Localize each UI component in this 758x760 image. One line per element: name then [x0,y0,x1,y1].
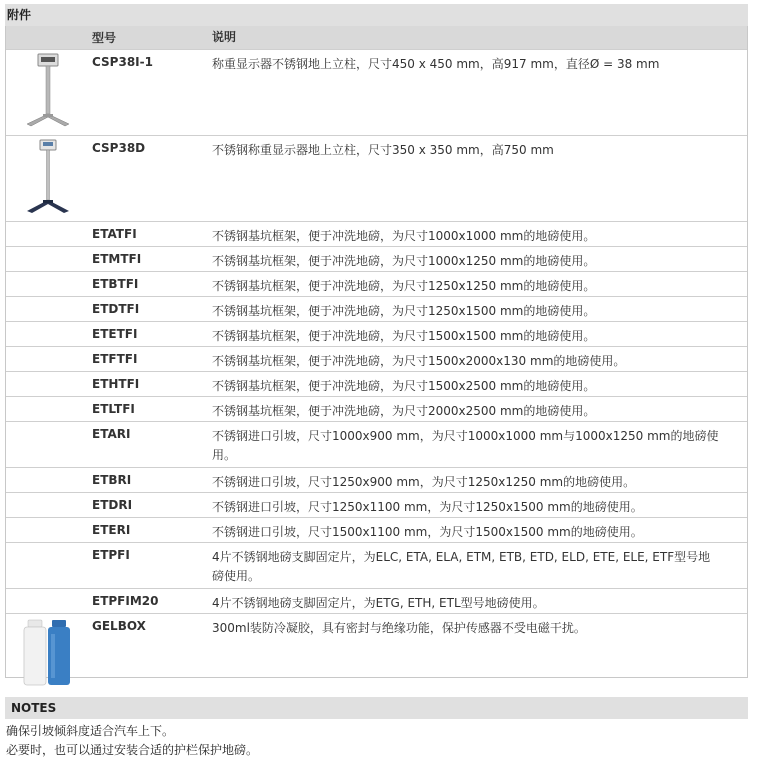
description-cell: 称重显示器不锈钢地上立柱，尺寸450 x 450 mm，高917 mm，直径Ø = 38 mm [212,50,747,136]
description-cell: 不锈钢基坑框架，便于冲洗地磅，为尺寸1250x1500 mm的地磅使用。 [212,297,747,322]
empty-image-cell [6,493,89,518]
model-cell: ETFTFI [89,347,212,372]
empty-image-cell [6,422,89,468]
image-column-header [6,26,89,50]
table-row [6,222,747,247]
empty-image-cell [6,589,89,614]
model-cell: ETATFI [89,222,212,247]
model-cell: CSP38D [89,136,212,222]
empty-image-cell [6,222,89,247]
model-cell: ETLTFI [89,397,212,422]
description-cell: 不锈钢进口引坡，尺寸1250x900 mm，为尺寸1250x1250 mm的地磅使用。 [212,468,747,493]
table-row [6,518,747,543]
empty-image-cell [6,347,89,372]
model-cell: ETDRI [89,493,212,518]
note-line: 必要时，也可以通过安装合适的护栏保护地磅。 [6,743,259,757]
table-row [6,136,747,222]
description-cell: 不锈钢基坑框架，便于冲洗地磅，为尺寸2000x2500 mm的地磅使用。 [212,397,747,422]
table-row [6,297,747,322]
empty-image-cell [6,322,89,347]
model-cell: ETERI [89,518,212,543]
table-row [6,50,747,136]
empty-image-cell [6,372,89,397]
empty-image-cell [6,272,89,297]
table-row [6,422,747,468]
model-cell: ETBRI [89,468,212,493]
empty-image-cell [6,468,89,493]
gel-bottles-image [20,616,76,690]
model-cell: ETPFI [89,543,212,589]
table-row [6,347,747,372]
table-row [6,372,747,397]
model-cell: ETDTFI [89,297,212,322]
terminal-column-stand-dark-base-image [23,138,73,214]
empty-image-cell [6,518,89,543]
table-row [6,272,747,297]
description-cell: 不锈钢进口引坡，尺寸1500x1100 mm，为尺寸1500x1500 mm的地磅使用。 [212,518,747,543]
model-cell: GELBOX [89,614,212,692]
accessories-table [5,26,748,678]
table-row [6,543,747,589]
description-cell: 不锈钢进口引坡，尺寸1000x900 mm，为尺寸1000x1000 mm与1000x1250 mm的地磅使用。 [212,422,747,468]
model-cell: ETPFIM20 [89,589,212,614]
model-column-header: 型号 [89,26,212,50]
description-cell: 不锈钢基坑框架，便于冲洗地磅，为尺寸1500x2000x130 mm的地磅使用。 [212,347,747,372]
model-cell: ETBTFI [89,272,212,297]
description-cell: 不锈钢基坑框架，便于冲洗地磅，为尺寸1500x2500 mm的地磅使用。 [212,372,747,397]
model-cell: CSP38I-1 [89,50,212,136]
notes-section-header: NOTES [5,697,748,719]
model-cell: ETMTFI [89,247,212,272]
empty-image-cell [6,397,89,422]
table-row [6,493,747,518]
table-header-row [6,26,747,50]
description-cell: 不锈钢基坑框架，便于冲洗地磅，为尺寸1000x1250 mm的地磅使用。 [212,247,747,272]
product-image-cell [6,136,89,222]
empty-image-cell [6,543,89,589]
table-row [6,614,747,692]
model-cell: ETARI [89,422,212,468]
accessories-section-header: 附件 [5,4,748,26]
model-cell: ETETFI [89,322,212,347]
description-cell: 4片不锈钢地磅支脚固定片，为ELC, ETA, ELA, ETM, ETB, ETD, ELD, ETE, ELE, ETF型号地磅使用。 [212,543,747,589]
description-cell: 4片不锈钢地磅支脚固定片，为ETG, ETH, ETL型号地磅使用。 [212,589,747,614]
table-row [6,589,747,614]
description-cell: 不锈钢基坑框架，便于冲洗地磅，为尺寸1250x1250 mm的地磅使用。 [212,272,747,297]
empty-image-cell [6,297,89,322]
terminal-column-stand-image [23,52,73,128]
table-row [6,397,747,422]
product-image-cell [6,614,89,692]
empty-image-cell [6,247,89,272]
table-row [6,322,747,347]
table-row [6,468,747,493]
description-cell: 不锈钢进口引坡，尺寸1250x1100 mm，为尺寸1250x1500 mm的地磅使用。 [212,493,747,518]
description-column-header: 说明 [212,26,747,50]
description-cell: 不锈钢基坑框架，便于冲洗地磅，为尺寸1000x1000 mm的地磅使用。 [212,222,747,247]
table-row [6,247,747,272]
product-image-cell [6,50,89,136]
model-cell: ETHTFI [89,372,212,397]
description-cell: 不锈钢基坑框架，便于冲洗地磅，为尺寸1500x1500 mm的地磅使用。 [212,322,747,347]
description-cell: 不锈钢称重显示器地上立柱，尺寸350 x 350 mm，高750 mm [212,136,747,222]
note-line: 确保引坡倾斜度适合汽车上下。 [6,724,175,738]
description-cell: 300ml装防冷凝胶，具有密封与绝缘功能，保护传感器不受电磁干扰。 [212,614,747,692]
